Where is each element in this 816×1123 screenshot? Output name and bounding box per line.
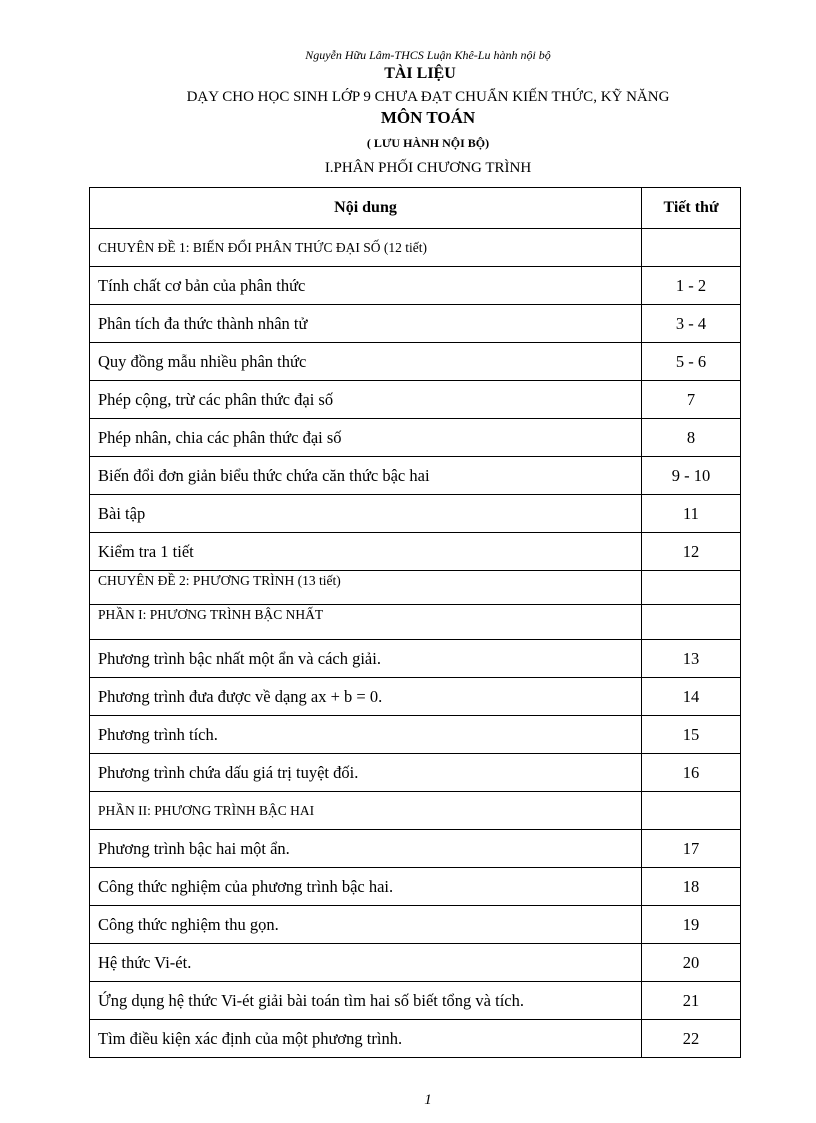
table-section-row: [90, 792, 741, 830]
subject-title: MÔN TOÁN: [380, 108, 476, 127]
row-period: [642, 792, 741, 830]
table-row: [90, 267, 741, 305]
page-number: 1: [424, 1092, 432, 1108]
table-row: [90, 868, 741, 906]
row-period: [642, 605, 741, 640]
row-period: 22: [642, 1020, 741, 1058]
document-subtitle: DẠY CHO HỌC SINH LỚP 9 CHƯA ĐẠT CHUẨN KIẾN THỨC, KỸ NĂNG: [186, 89, 670, 105]
table-row: [90, 982, 741, 1020]
row-content: Công thức nghiệm thu gọn.: [90, 906, 642, 944]
table-row: [90, 754, 741, 792]
row-period: 12: [642, 533, 741, 571]
row-period: 16: [642, 754, 741, 792]
table-row: [90, 343, 741, 381]
row-content: Hệ thức Vi-ét.: [90, 944, 642, 982]
row-period: 19: [642, 906, 741, 944]
row-content: CHUYÊN ĐỀ 2: PHƯƠNG TRÌNH (13 tiết): [90, 571, 642, 605]
row-period: 20: [642, 944, 741, 982]
table-section-row: [90, 605, 741, 640]
row-period: 15: [642, 716, 741, 754]
table-row: [90, 830, 741, 868]
row-content: Kiểm tra 1 tiết: [90, 533, 642, 571]
table-row: [90, 678, 741, 716]
row-content: Bài tập: [90, 495, 642, 533]
row-content: Phương trình tích.: [90, 716, 642, 754]
table-section-row: [90, 571, 741, 605]
row-content: Tính chất cơ bản của phân thức: [90, 267, 642, 305]
row-content: Phép nhân, chia các phân thức đại số: [90, 419, 642, 457]
row-period: 5 - 6: [642, 343, 741, 381]
table-row: [90, 906, 741, 944]
row-content: PHẦN II: PHƯƠNG TRÌNH BẬC HAI: [90, 792, 642, 830]
row-content: PHẦN I: PHƯƠNG TRÌNH BẬC NHẤT: [90, 605, 642, 640]
circulation-note: ( LƯU HÀNH NỘI BỘ): [366, 136, 490, 150]
row-content: Biến đổi đơn giản biểu thức chứa căn thức bậc hai: [90, 457, 642, 495]
author-line: Nguyễn Hữu Lâm-THCS Luận Khê-Lu hành nội bộ: [305, 48, 551, 62]
table-row: [90, 640, 741, 678]
row-content: Công thức nghiệm của phương trình bậc hai.: [90, 868, 642, 906]
column-header-content: Nội dung: [90, 188, 642, 229]
row-period: 18: [642, 868, 741, 906]
row-content: Phép cộng, trừ các phân thức đại số: [90, 381, 642, 419]
table-row: [90, 716, 741, 754]
table-section-row: [90, 229, 741, 267]
row-period: 1 - 2: [642, 267, 741, 305]
row-content: Phương trình chứa dấu giá trị tuyệt đối.: [90, 754, 642, 792]
row-period: [642, 229, 741, 267]
table-body: [90, 229, 741, 1058]
row-content: Phân tích đa thức thành nhân tử: [90, 305, 642, 343]
row-period: 14: [642, 678, 741, 716]
row-period: 21: [642, 982, 741, 1020]
table-header-row: [90, 188, 741, 229]
row-period: 8: [642, 419, 741, 457]
row-content: Ứng dụng hệ thức Vi-ét giải bài toán tìm hai số biết tổng và tích.: [90, 982, 642, 1020]
row-period: 7: [642, 381, 741, 419]
row-content: Phương trình đưa được về dạng ax + b = 0.: [90, 678, 642, 716]
table-row: [90, 944, 741, 982]
column-header-period: Tiết thứ: [642, 188, 741, 229]
row-period: 11: [642, 495, 741, 533]
table-row: [90, 495, 741, 533]
table-row: [90, 533, 741, 571]
row-period: 17: [642, 830, 741, 868]
row-content: CHUYÊN ĐỀ 1: BIẾN ĐỔI PHÂN THỨC ĐẠI SỐ (12 tiết): [90, 229, 642, 267]
document-title: TÀI LIỆU: [384, 65, 456, 82]
table-row: [90, 419, 741, 457]
row-period: 9 - 10: [642, 457, 741, 495]
row-content: Phương trình bậc nhất một ẩn và cách giải.: [90, 640, 642, 678]
row-period: 3 - 4: [642, 305, 741, 343]
row-period: [642, 571, 741, 605]
table-row: [90, 381, 741, 419]
table-row: [90, 305, 741, 343]
section-heading: I.PHÂN PHỐI CHƯƠNG TRÌNH: [324, 160, 532, 176]
row-content: Tìm điều kiện xác định của một phương trình.: [90, 1020, 642, 1058]
table-row: [90, 1020, 741, 1058]
row-content: Quy đồng mẫu nhiều phân thức: [90, 343, 642, 381]
curriculum-table: [89, 187, 741, 1058]
row-period: 13: [642, 640, 741, 678]
row-content: Phương trình bậc hai một ẩn.: [90, 830, 642, 868]
table-row: [90, 457, 741, 495]
